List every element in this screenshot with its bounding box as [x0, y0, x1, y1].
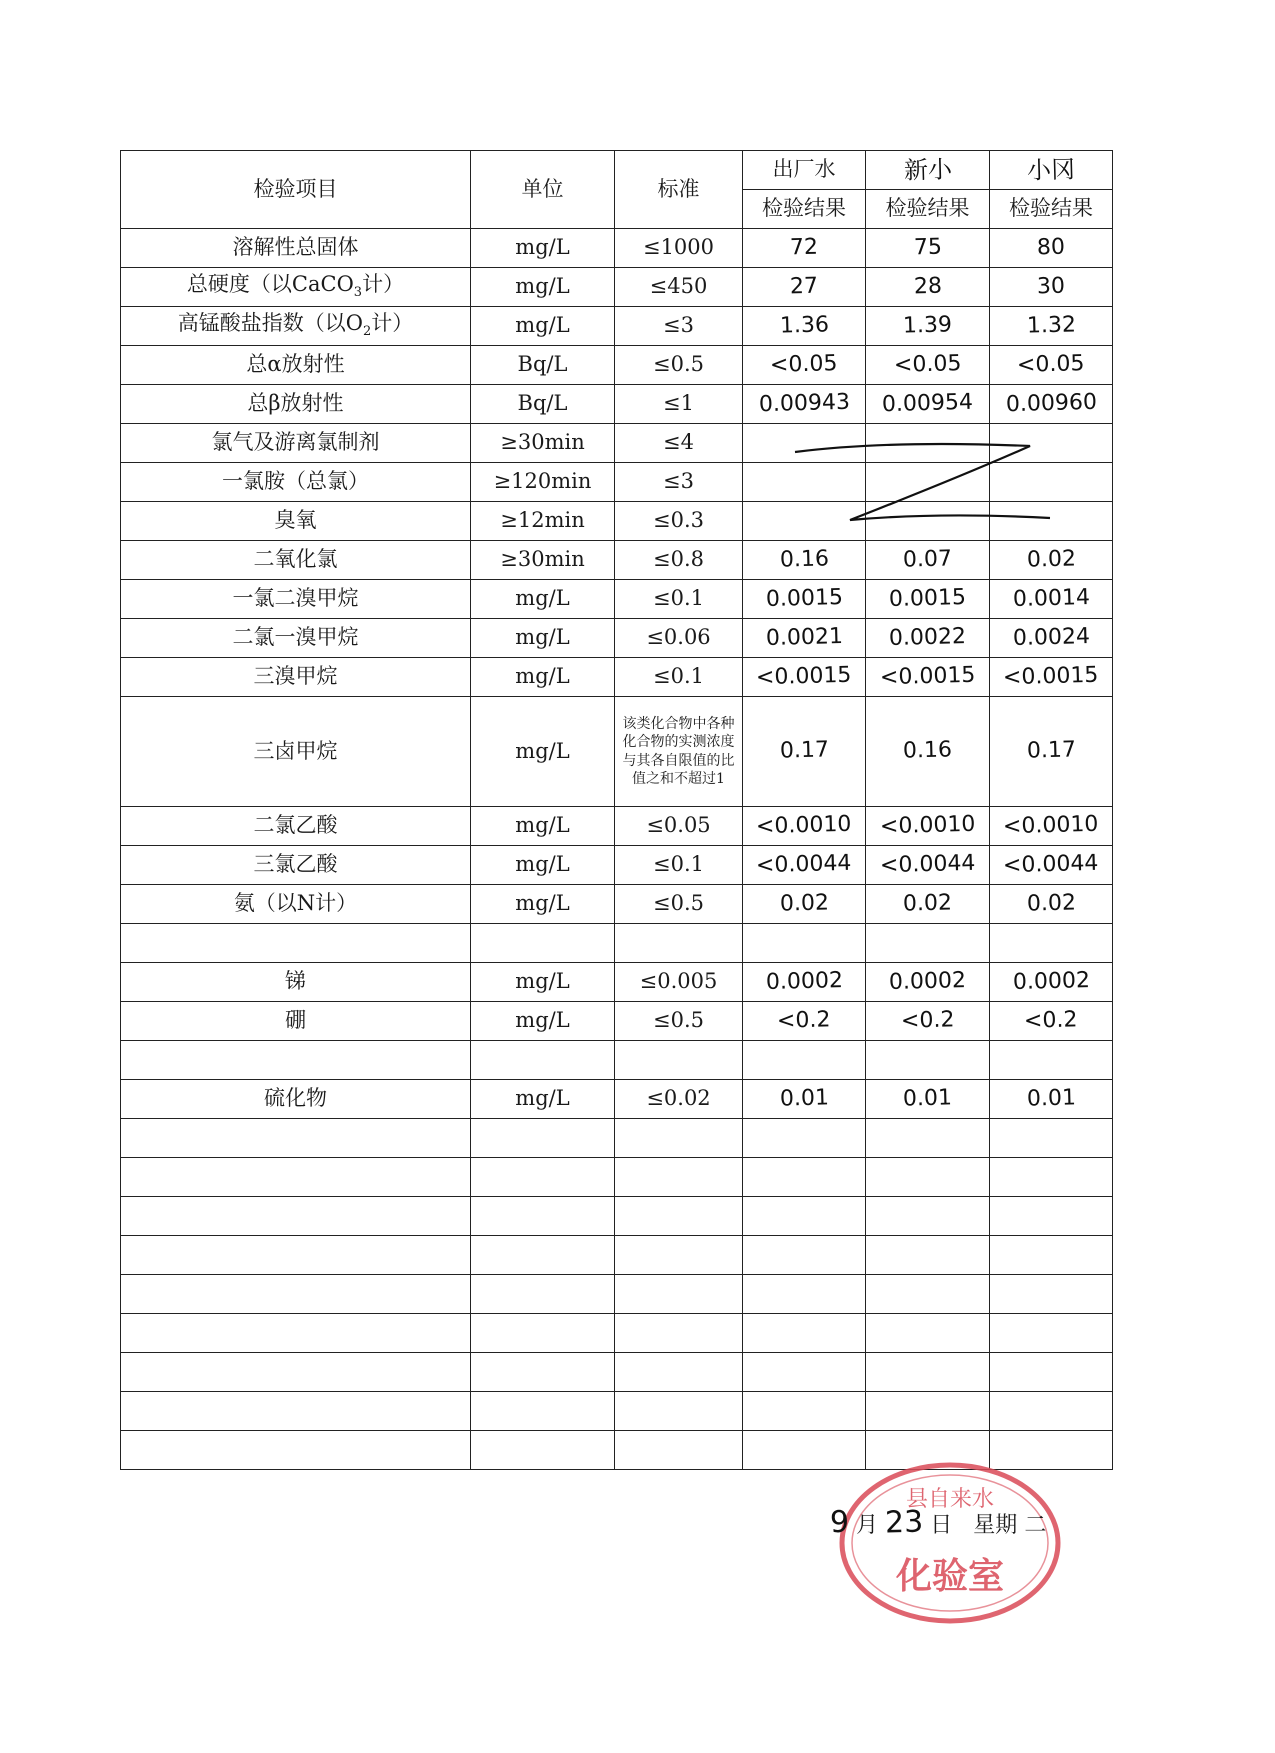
standard-cell: ≤0.1: [615, 658, 743, 697]
table-row: [121, 658, 1113, 697]
table-row: [121, 385, 1113, 424]
result-cell: [990, 1314, 1113, 1353]
result-cell: [990, 1197, 1113, 1236]
table-row: [121, 268, 1113, 307]
table-row: [121, 846, 1113, 885]
result-cell: [743, 229, 866, 268]
standard-cell: [615, 1314, 743, 1353]
item-cell: 硫化物: [121, 1080, 471, 1119]
item-cell: 二氧化氯: [121, 541, 471, 580]
item-cell: [121, 1197, 471, 1236]
standard-cell: [615, 1431, 743, 1470]
handwritten-result: <0.0010: [879, 811, 976, 840]
table-row: [121, 1002, 1113, 1041]
table-row: [121, 807, 1113, 846]
result-cell: [743, 1080, 866, 1119]
table-row: [121, 1353, 1113, 1392]
standard-cell: [615, 1197, 743, 1236]
date-day: 23: [884, 1504, 924, 1541]
unit-cell: ≥12min: [471, 502, 615, 541]
standard-cell: ≤0.1: [615, 580, 743, 619]
handwritten-result: 30: [1036, 273, 1066, 300]
z-strike-mark: [790, 432, 1090, 537]
result-cell: [866, 229, 990, 268]
standard-cell: [615, 1392, 743, 1431]
handwritten-result: <0.0015: [755, 662, 852, 691]
standard-cell: [615, 1353, 743, 1392]
unit-cell: Bq/L: [471, 346, 615, 385]
result-cell: [990, 307, 1113, 346]
result-cell: [866, 1158, 990, 1197]
handwritten-result: 0.07: [902, 546, 953, 573]
standard-cell: ≤0.02: [615, 1080, 743, 1119]
result-cell: [743, 1041, 866, 1080]
handwritten-result: 0.00943: [758, 389, 850, 418]
item-cell: [121, 924, 471, 963]
standard-cell: ≤3: [615, 307, 743, 346]
result-cell: [990, 1041, 1113, 1080]
standard-cell: [615, 1041, 743, 1080]
result-cell: [866, 385, 990, 424]
standard-cell: ≤0.5: [615, 346, 743, 385]
lab-stamp: [835, 1458, 1065, 1628]
standard-cell: [615, 1236, 743, 1275]
handwritten-result: 0.00960: [1005, 389, 1097, 418]
unit-cell: [471, 1392, 615, 1431]
handwritten-result: 0.0015: [888, 584, 967, 612]
table-row: [121, 346, 1113, 385]
handwritten-result: 80: [1036, 234, 1066, 261]
unit-cell: ≥30min: [471, 424, 615, 463]
result-cell: [743, 1197, 866, 1236]
result-cell: [990, 1080, 1113, 1119]
handwritten-result: 0.0002: [765, 967, 843, 995]
date-weekday-label: 星期: [973, 1513, 1018, 1538]
result-cell: [866, 807, 990, 846]
result-cell: [743, 580, 866, 619]
item-cell: [121, 1236, 471, 1275]
handwritten-result: 0.0002: [1012, 967, 1090, 995]
item-cell: 总α放射性: [121, 346, 471, 385]
date-month: 9: [829, 1504, 850, 1541]
result-cell: [866, 1236, 990, 1275]
result-cell: [743, 1158, 866, 1197]
item-cell: 硼: [121, 1002, 471, 1041]
item-cell: 高锰酸盐指数（以$O_2$计）: [121, 307, 471, 346]
result-cell: [743, 619, 866, 658]
handwritten-result: 0.17: [779, 737, 829, 765]
item-cell: 溶解性总固体: [121, 229, 471, 268]
result-cell: [743, 1275, 866, 1314]
result-cell: [990, 697, 1113, 807]
table-row: [121, 307, 1113, 346]
result-cell: [743, 658, 866, 697]
standard-note: 该类化合物中各种化合物的实测浓度与其各自限值的比值之和不超过1: [622, 716, 735, 787]
item-cell: [121, 1158, 471, 1197]
result-cell: [866, 924, 990, 963]
table-row: [121, 619, 1113, 658]
result-cell: [990, 346, 1113, 385]
result-cell: [743, 1392, 866, 1431]
unit-cell: [471, 1353, 615, 1392]
header-standard: 标准: [615, 151, 743, 229]
header-result-3: 检验结果: [990, 190, 1113, 229]
handwritten-result: <0.05: [769, 351, 839, 378]
result-cell: [743, 963, 866, 1002]
handwritten-result: <0.0015: [879, 662, 976, 691]
result-cell: [990, 1353, 1113, 1392]
stamp-top-text: 县自来水: [905, 1487, 995, 1512]
table-row: [121, 1392, 1113, 1431]
handwritten-result: 0.01: [902, 1085, 953, 1112]
result-cell: [990, 1236, 1113, 1275]
result-cell: [866, 963, 990, 1002]
date-month-label: 月: [856, 1513, 879, 1538]
unit-cell: [471, 1158, 615, 1197]
water-quality-table: [120, 150, 1113, 1470]
unit-cell: [471, 1041, 615, 1080]
unit-cell: [471, 1275, 615, 1314]
handwritten-result: <0.0010: [755, 811, 852, 840]
item-cell: 三卤甲烷: [121, 697, 471, 807]
item-cell: [121, 1041, 471, 1080]
result-cell: [866, 1392, 990, 1431]
handwritten-result: 1.36: [779, 312, 829, 339]
standard-cell: ≤0.8: [615, 541, 743, 580]
handwritten-result: 0.0014: [1012, 584, 1090, 612]
handwritten-result: 0.0015: [765, 584, 843, 612]
handwritten-result: 1.32: [1026, 312, 1076, 339]
handwritten-result: 27: [789, 273, 819, 300]
unit-cell: ≥120min: [471, 463, 615, 502]
result-cell: [743, 885, 866, 924]
result-cell: [990, 619, 1113, 658]
unit-cell: mg/L: [471, 307, 615, 346]
item-cell: 臭氧: [121, 502, 471, 541]
result-cell: [990, 229, 1113, 268]
table-row: [121, 924, 1113, 963]
result-cell: [866, 658, 990, 697]
result-cell: [990, 541, 1113, 580]
unit-cell: [471, 1314, 615, 1353]
handwritten-result: 0.00954: [881, 389, 974, 418]
standard-cell: ≤0.5: [615, 885, 743, 924]
result-cell: [990, 963, 1113, 1002]
header-unit: 单位: [471, 151, 615, 229]
table-row: [121, 1275, 1113, 1314]
table-row: [121, 541, 1113, 580]
handwritten-result: <0.0010: [1002, 811, 1099, 840]
handwritten-result: 0.17: [1026, 737, 1076, 765]
handwritten-result: 0.02: [1026, 890, 1076, 917]
handwritten-result: <0.2: [900, 1007, 955, 1034]
result-cell: [990, 1392, 1113, 1431]
result-cell: [990, 846, 1113, 885]
result-cell: [866, 619, 990, 658]
result-cell: [866, 1041, 990, 1080]
handwritten-result: <0.0015: [1002, 662, 1099, 691]
header-result-2: 检验结果: [866, 190, 990, 229]
item-cell: [121, 1314, 471, 1353]
item-cell: [121, 1275, 471, 1314]
result-cell: [866, 1353, 990, 1392]
standard-cell: ≤1000: [615, 229, 743, 268]
unit-cell: mg/L: [471, 580, 615, 619]
handwritten-result: 0.02: [1026, 546, 1076, 573]
standard-cell: ≤0.3: [615, 502, 743, 541]
table-row: [121, 580, 1113, 619]
unit-cell: [471, 924, 615, 963]
table-row: [121, 229, 1113, 268]
item-cell: [121, 1431, 471, 1470]
unit-cell: mg/L: [471, 963, 615, 1002]
result-cell: [743, 1119, 866, 1158]
standard-cell: [615, 1119, 743, 1158]
standard-cell: ≤0.06: [615, 619, 743, 658]
table-row: [121, 885, 1113, 924]
handwritten-result: 0.16: [902, 737, 953, 765]
result-cell: [866, 846, 990, 885]
item-cell: 总β放射性: [121, 385, 471, 424]
item-cell: 氨（以N计）: [121, 885, 471, 924]
result-cell: [866, 346, 990, 385]
standard-cell: ≤0.5: [615, 1002, 743, 1041]
item-cell: [121, 1353, 471, 1392]
result-cell: [990, 1275, 1113, 1314]
handwritten-result: 0.0022: [888, 623, 967, 651]
item-cell: 三溴甲烷: [121, 658, 471, 697]
header-row: [121, 151, 1113, 190]
result-cell: [743, 1314, 866, 1353]
item-cell: 二氯一溴甲烷: [121, 619, 471, 658]
unit-cell: mg/L: [471, 268, 615, 307]
handwritten-result: <0.05: [1016, 351, 1086, 378]
handwritten-result: 0.01: [1026, 1085, 1076, 1112]
table-row: [121, 1314, 1113, 1353]
unit-cell: [471, 1431, 615, 1470]
result-cell: [743, 697, 866, 807]
date-day-label: 日: [930, 1513, 953, 1538]
handwritten-result: 0.0021: [765, 623, 843, 651]
standard-cell: ≤0.005: [615, 963, 743, 1002]
result-cell: [866, 580, 990, 619]
item-cell: 总硬度（以CaCO$_3$计）: [121, 268, 471, 307]
header-result-1: 检验结果: [743, 190, 866, 229]
handwritten-result: <0.0044: [879, 850, 976, 879]
result-cell: [866, 268, 990, 307]
unit-cell: mg/L: [471, 1002, 615, 1041]
result-cell: [866, 1197, 990, 1236]
result-cell: [990, 924, 1113, 963]
result-cell: [743, 1353, 866, 1392]
handwritten-result: <0.0044: [755, 850, 852, 879]
handwritten-result: 72: [789, 234, 819, 261]
standard-cell: ≤450: [615, 268, 743, 307]
standard-cell: ≤0.05: [615, 807, 743, 846]
unit-cell: mg/L: [471, 619, 615, 658]
standard-cell: [615, 924, 743, 963]
result-cell: [990, 385, 1113, 424]
handwritten-result: 75: [913, 234, 942, 261]
header-site-2: 新小: [866, 151, 990, 190]
standard-cell: ≤3: [615, 463, 743, 502]
handwritten-result: 0.01: [779, 1085, 829, 1112]
result-cell: [743, 846, 866, 885]
result-cell: [743, 1236, 866, 1275]
date-line: [830, 1505, 1046, 1540]
item-cell: 一氯胺（总氯）: [121, 463, 471, 502]
standard-cell: ≤1: [615, 385, 743, 424]
table-row: [121, 1197, 1113, 1236]
item-cell: 二氯乙酸: [121, 807, 471, 846]
standard-cell: ≤4: [615, 424, 743, 463]
result-cell: [866, 541, 990, 580]
result-cell: [866, 1119, 990, 1158]
item-cell: 三氯乙酸: [121, 846, 471, 885]
handwritten-result: 0.02: [779, 890, 829, 917]
handwritten-result: <0.0044: [1002, 850, 1099, 879]
unit-cell: mg/L: [471, 229, 615, 268]
result-cell: [990, 580, 1113, 619]
result-cell: [743, 346, 866, 385]
item-cell: [121, 1392, 471, 1431]
unit-cell: [471, 1236, 615, 1275]
handwritten-result: 0.0024: [1012, 623, 1090, 651]
result-cell: [743, 924, 866, 963]
table-row: [121, 1041, 1113, 1080]
handwritten-result: 0.0002: [888, 967, 967, 995]
table-row: [121, 1080, 1113, 1119]
standard-cell: ≤0.1: [615, 846, 743, 885]
result-cell: [866, 885, 990, 924]
result-cell: [990, 1158, 1113, 1197]
unit-cell: mg/L: [471, 807, 615, 846]
handwritten-result: 28: [913, 273, 942, 300]
unit-cell: mg/L: [471, 658, 615, 697]
handwritten-result: <0.2: [776, 1007, 832, 1034]
result-cell: [743, 807, 866, 846]
table-row: [121, 1236, 1113, 1275]
result-cell: [743, 385, 866, 424]
table-row: [121, 697, 1113, 807]
result-cell: [990, 658, 1113, 697]
date-weekday: 二: [1024, 1513, 1047, 1538]
unit-cell: mg/L: [471, 885, 615, 924]
handwritten-result: 0.02: [902, 890, 953, 917]
result-cell: [743, 1002, 866, 1041]
result-cell: [866, 307, 990, 346]
unit-cell: mg/L: [471, 846, 615, 885]
unit-cell: Bq/L: [471, 385, 615, 424]
result-cell: [743, 307, 866, 346]
result-cell: [990, 1119, 1113, 1158]
result-cell: [743, 268, 866, 307]
result-cell: [866, 1002, 990, 1041]
standard-cell: [615, 1275, 743, 1314]
item-cell: 氯气及游离氯制剂: [121, 424, 471, 463]
standard-cell: [615, 1158, 743, 1197]
result-cell: [866, 1275, 990, 1314]
item-cell: [121, 1119, 471, 1158]
item-cell: 一氯二溴甲烷: [121, 580, 471, 619]
item-cell: 锑: [121, 963, 471, 1002]
result-cell: [866, 1314, 990, 1353]
unit-cell: [471, 1197, 615, 1236]
handwritten-result: <0.2: [1023, 1007, 1079, 1034]
handwritten-result: 0.16: [779, 546, 829, 573]
result-cell: [990, 885, 1113, 924]
unit-cell: mg/L: [471, 697, 615, 807]
handwritten-result: <0.05: [893, 351, 962, 378]
table-row: [121, 1158, 1113, 1197]
standard-cell: [615, 697, 743, 807]
result-cell: [866, 697, 990, 807]
unit-cell: ≥30min: [471, 541, 615, 580]
handwritten-result: 1.39: [902, 312, 953, 339]
header-site-1: 出厂水: [743, 151, 866, 190]
unit-cell: [471, 1119, 615, 1158]
table-row: [121, 963, 1113, 1002]
result-cell: [866, 1080, 990, 1119]
stamp-bottom-text: 化验室: [895, 1556, 1005, 1597]
table-row: [121, 1119, 1113, 1158]
unit-cell: mg/L: [471, 1080, 615, 1119]
result-cell: [743, 541, 866, 580]
result-cell: [990, 1002, 1113, 1041]
header-site-3: 小冈: [990, 151, 1113, 190]
result-cell: [990, 268, 1113, 307]
header-item: 检验项目: [121, 151, 471, 229]
result-cell: [990, 807, 1113, 846]
